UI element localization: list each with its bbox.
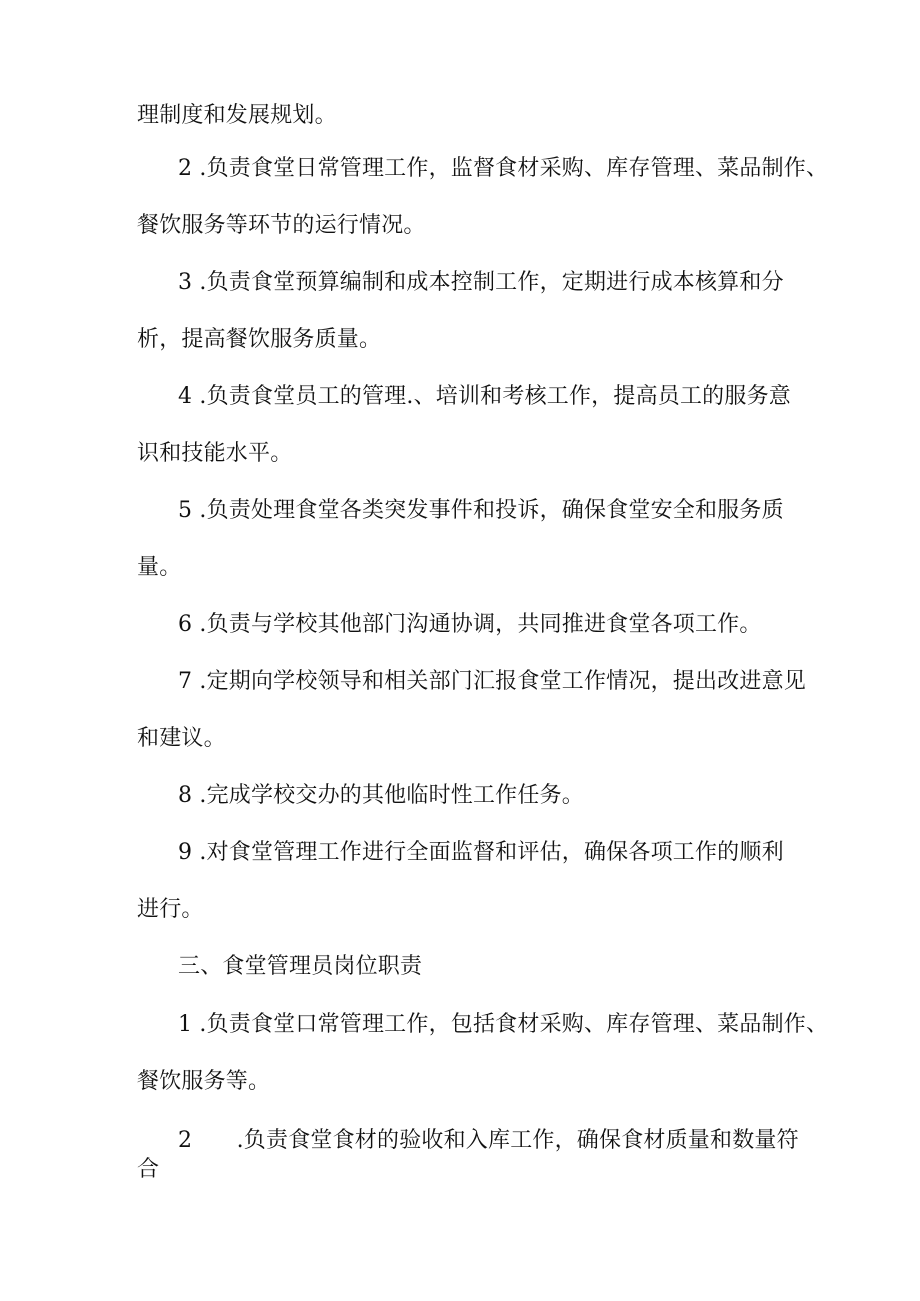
list-item-9-line-2: 进行。 [137, 897, 204, 922]
list-item-6-line-1: 6 .负责与学校其他部门沟通协调，共同推进食堂各项工作。 [178, 612, 762, 637]
list-item-9-line-1: 9 .对食堂管理工作进行全面监督和评估，确保各项工作的顺利 [178, 840, 784, 865]
text-line: 理制度和发展规划。 [137, 103, 337, 128]
list-item-5-line-1: 5 .负责处理食堂各类突发事件和投诉，确保食堂安全和服务质 [178, 498, 784, 523]
section3-item-2-line-2: 合 [137, 1157, 160, 1182]
list-item-7-line-2: 和建议。 [137, 726, 226, 751]
list-item-8-line-1: 8 .完成学校交办的其他临时性工作任务。 [178, 783, 584, 808]
list-item-2-line-2: 餐饮服务等环节的运行情况。 [137, 213, 426, 238]
list-item-7-line-1: 7 .定期向学校领导和相关部门汇报食堂工作情况，提出改进意见 [178, 669, 806, 694]
list-item-3-line-2: 析，提高餐饮服务质量。 [137, 327, 382, 352]
section3-item-1-line-1: 1 .负责食堂口常管理工作，包括食材采购、库存管理、菜品制作、 [178, 1012, 829, 1037]
section-heading: 三、食堂管理员岗位职责 [178, 954, 423, 979]
list-item-2-line-1: 2 .负责食堂日常管理工作，监督食材采购、库存管理、菜品制作、 [178, 156, 829, 181]
list-item-4-line-1: 4 .负责食堂员工的管理.、培训和考核工作，提高员工的服务意 [178, 384, 791, 409]
section3-item-2-line-1: 2 .负责食堂食材的验收和入库工作，确保食材质量和数量符 [178, 1128, 799, 1153]
list-item-4-line-2: 识和技能水平。 [137, 441, 293, 466]
list-item-3-line-1: 3 .负责食堂预算编制和成本控制工作，定期进行成本核算和分 [178, 270, 784, 295]
list-item-5-line-2: 量。 [137, 555, 182, 580]
section3-item-1-line-2: 餐饮服务等。 [137, 1069, 271, 1094]
